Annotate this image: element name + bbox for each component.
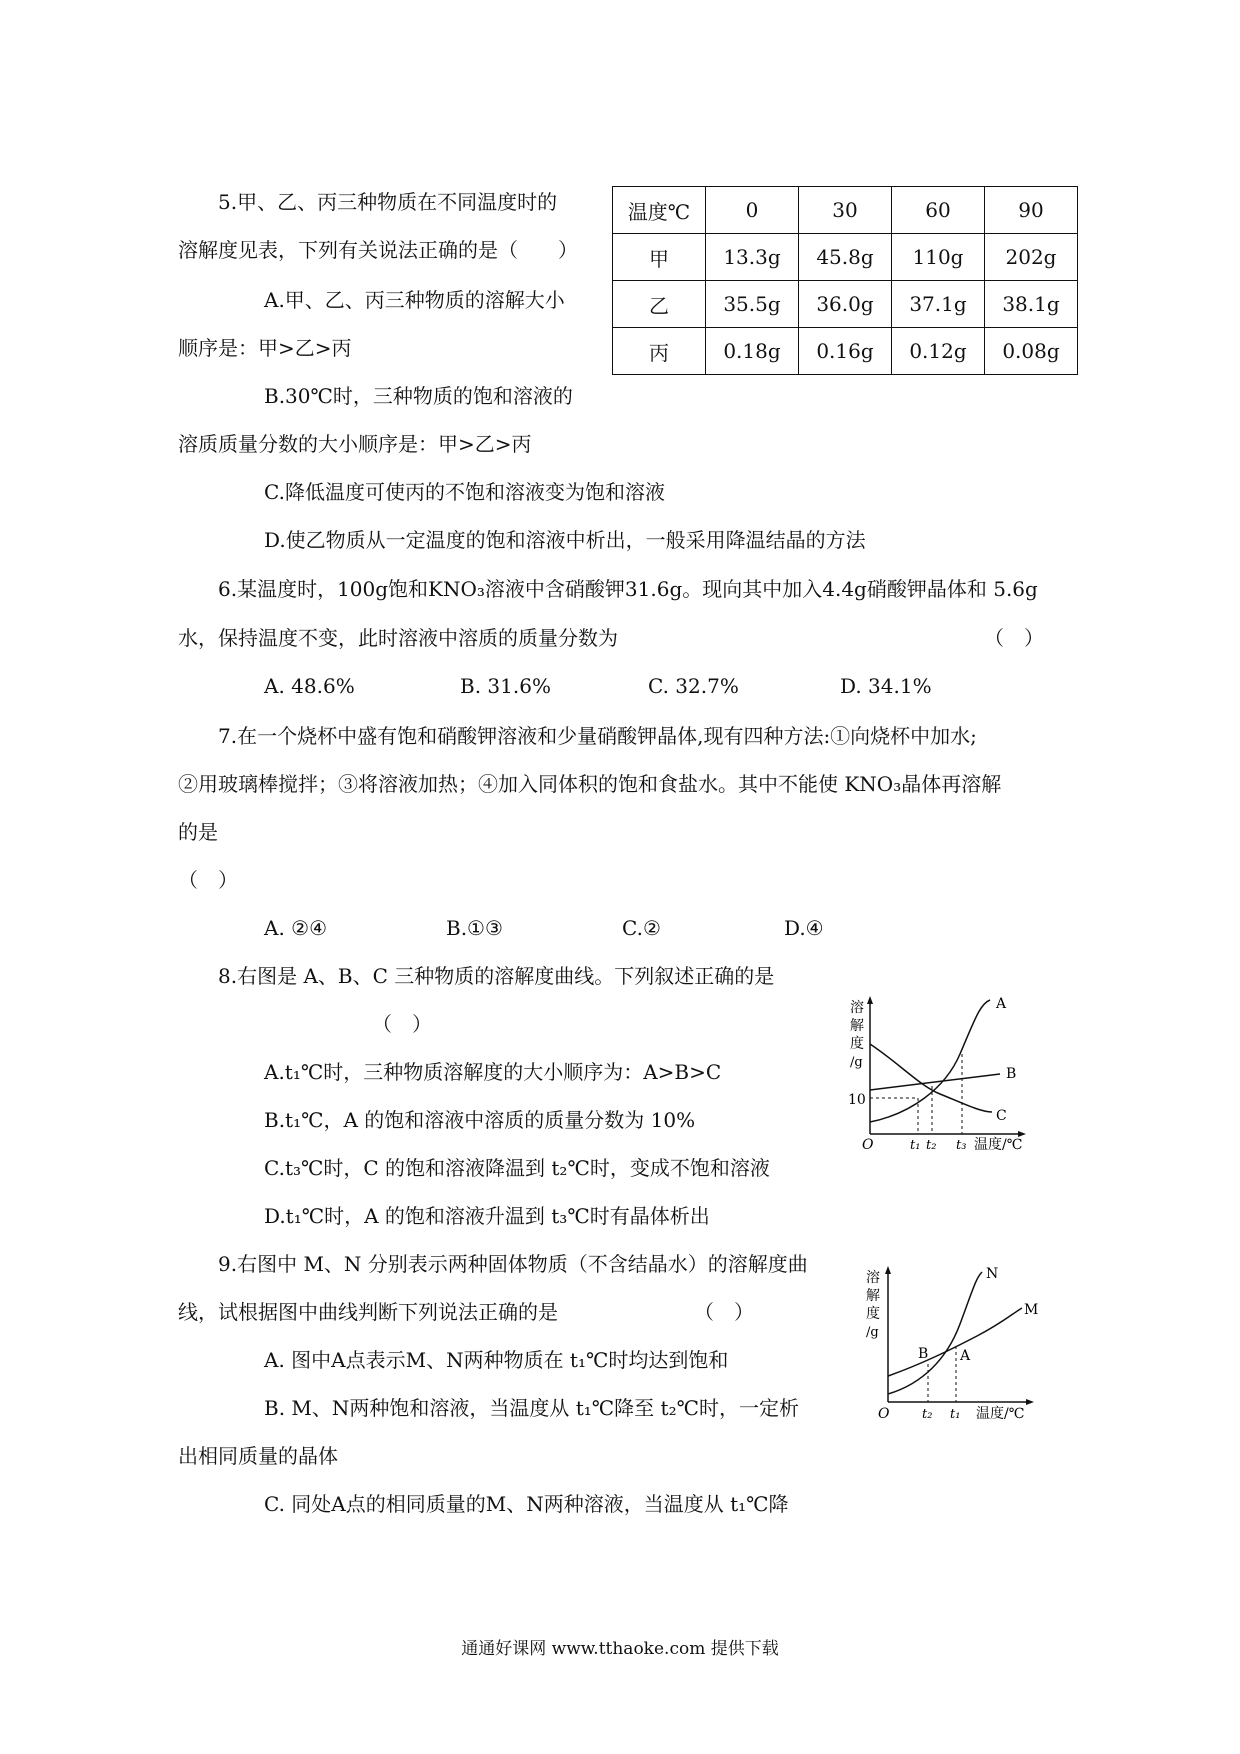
table-cell: 45.8g	[799, 234, 892, 281]
table-cell: 0.16g	[799, 328, 892, 375]
table-cell: 0.18g	[706, 328, 799, 375]
q8-option-b: B.t₁℃，A 的饱和溶液中溶质的质量分数为 10%	[264, 1108, 696, 1132]
q6-stem-line-1: 6.某温度时，100g饱和KNO₃溶液中含硝酸钾31.6g。现向其中加入4.4g硝酸钾晶体和 5.6g	[218, 577, 1038, 601]
table-header-cell: 60	[892, 187, 985, 234]
q9-option-b-line-2: 出相同质量的晶体	[178, 1444, 338, 1468]
q9-option-c: C. 同处A点的相同质量的M、N两种溶液，当温度从 t₁℃降	[264, 1492, 789, 1516]
ylabel-char: 溶	[866, 1270, 880, 1286]
q6-option-c: C. 32.7%	[648, 674, 739, 698]
curve-b	[870, 1074, 1000, 1090]
x-tick-label: t₁	[910, 1138, 921, 1153]
q7-option-a: A. ②④	[264, 916, 328, 940]
ylabel-char: 度	[850, 1036, 864, 1052]
y-axis-arrow	[867, 996, 873, 1004]
q5-option-a-line-1: A.甲、乙、丙三种物质的溶解大小	[264, 288, 565, 312]
q9-option-b-line-1: B. M、N两种饱和溶液，当温度从 t₁℃降至 t₂℃时，一定析	[264, 1396, 799, 1420]
table-header-row	[613, 187, 1078, 234]
table-row	[613, 281, 1078, 328]
table-cell: 丙	[613, 328, 706, 375]
table-cell: 110g	[892, 234, 985, 281]
origin-label: O	[878, 1406, 890, 1422]
q6-answer-bracket: （ ）	[984, 626, 1044, 650]
curve-c	[870, 1044, 992, 1112]
curve-label-c: C	[996, 1108, 1007, 1124]
table-cell: 38.1g	[985, 281, 1078, 328]
table-cell: 甲	[613, 234, 706, 281]
curve-a	[870, 1000, 990, 1122]
q7-option-d: D.④	[784, 916, 824, 940]
table-cell: 13.3g	[706, 234, 799, 281]
q5-option-b-line-2: 溶质质量分数的大小顺序是：甲>乙>丙	[178, 432, 532, 456]
curve-m	[888, 1308, 1022, 1376]
ylabel-char: 解	[866, 1288, 880, 1304]
point-label-a: A	[960, 1348, 971, 1364]
table-cell: 202g	[985, 234, 1078, 281]
table-cell: 0.12g	[892, 328, 985, 375]
table-header-cell: 温度℃	[613, 187, 706, 234]
ylabel-char: /g	[850, 1055, 863, 1070]
ylabel-char: 解	[850, 1018, 864, 1034]
q5-stem-line-2: 溶解度见表，下列有关说法正确的是（ ）	[178, 238, 578, 262]
table-row	[613, 328, 1078, 375]
q6-option-a: A. 48.6%	[264, 674, 355, 698]
ylabel-char: /g	[866, 1325, 879, 1340]
x-axis-arrow	[1026, 1399, 1034, 1405]
x-tick-label: t₂	[926, 1138, 937, 1153]
table-cell: 乙	[613, 281, 706, 328]
q7-stem-line-2: ②用玻璃棒搅拌；③将溶液加热；④加入同体积的饱和食盐水。其中不能使 KNO₃晶体再溶解	[178, 772, 1002, 796]
x-axis-label: 温度/℃	[976, 1406, 1025, 1422]
table-row	[613, 234, 1078, 281]
table-cell: 37.1g	[892, 281, 985, 328]
q6-stem-line-2: 水，保持温度不变，此时溶液中溶质的质量分数为	[178, 626, 618, 650]
q5-option-b-line-1: B.30℃时，三种物质的饱和溶液的	[264, 384, 573, 408]
curve-label-a: A	[996, 996, 1007, 1012]
point-label-b: B	[918, 1346, 929, 1362]
q9-answer-bracket: （ ）	[694, 1300, 754, 1324]
solubility-table	[612, 186, 1078, 375]
table-header-cell: 30	[799, 187, 892, 234]
origin-label: O	[862, 1137, 874, 1153]
q8-option-d: D.t₁℃时，A 的饱和溶液升温到 t₃℃时有晶体析出	[264, 1204, 710, 1228]
curve-label-m: M	[1024, 1302, 1039, 1318]
q9-stem-line-2: 线，试根据图中曲线判断下列说法正确的是	[178, 1300, 558, 1324]
q8-stem-line-1: 8.右图是 A、B、C 三种物质的溶解度曲线。下列叙述正确的是	[218, 964, 775, 988]
curve-n	[888, 1272, 982, 1394]
q7-option-b: B.①③	[446, 916, 503, 940]
q8-answer-bracket: （ ）	[372, 1012, 432, 1036]
q5-option-d: D.使乙物质从一定温度的饱和溶液中析出，一般采用降温结晶的方法	[264, 528, 866, 552]
q6-option-b: B. 31.6%	[460, 674, 551, 698]
q8-option-c: C.t₃℃时，C 的饱和溶液降温到 t₂℃时，变成不饱和溶液	[264, 1156, 770, 1180]
page-footer: 通通好课网 www.tthaoke.com 提供下载	[461, 1639, 779, 1659]
y-axis-arrow	[885, 1266, 891, 1274]
x-tick-label: t₃	[956, 1138, 967, 1153]
y-tick-label: 10	[848, 1092, 866, 1108]
q8-option-a: A.t₁℃时，三种物质溶解度的大小顺序为：A>B>C	[264, 1060, 722, 1084]
x-axis-label: 温度/℃	[974, 1137, 1023, 1153]
q7-stem-line-3: 的是	[178, 820, 218, 844]
q7-answer-bracket: （ ）	[178, 868, 238, 892]
x-tick-label: t₁	[950, 1407, 961, 1422]
table-cell: 35.5g	[706, 281, 799, 328]
q6-option-d: D. 34.1%	[840, 674, 932, 698]
table-cell: 0.08g	[985, 328, 1078, 375]
q5-option-c: C.降低温度可使丙的不饱和溶液变为饱和溶液	[264, 480, 665, 504]
q7-option-c: C.②	[622, 916, 661, 940]
q7-stem-line-1: 7.在一个烧杯中盛有饱和硝酸钾溶液和少量硝酸钾晶体,现有四种方法:①向烧杯中加水;	[218, 724, 977, 748]
table-cell: 36.0g	[799, 281, 892, 328]
curve-label-b: B	[1006, 1066, 1017, 1082]
ylabel-char: 溶	[850, 1000, 864, 1016]
ylabel-char: 度	[866, 1306, 880, 1322]
curve-label-n: N	[986, 1266, 999, 1282]
q9-stem-line-1: 9.右图中 M、N 分别表示两种固体物质（不含结晶水）的溶解度曲	[218, 1252, 808, 1276]
table-header-cell: 0	[706, 187, 799, 234]
q5-stem-line-1: 5.甲、乙、丙三种物质在不同温度时的	[218, 190, 558, 214]
x-tick-label: t₂	[922, 1407, 933, 1422]
q8-solubility-graph	[840, 994, 1040, 1154]
table-header-cell: 90	[985, 187, 1078, 234]
q5-option-a-line-2: 顺序是：甲>乙>丙	[178, 336, 352, 360]
q9-solubility-graph	[852, 1264, 1042, 1424]
q9-option-a: A. 图中A点表示M、N两种物质在 t₁℃时均达到饱和	[264, 1348, 729, 1372]
